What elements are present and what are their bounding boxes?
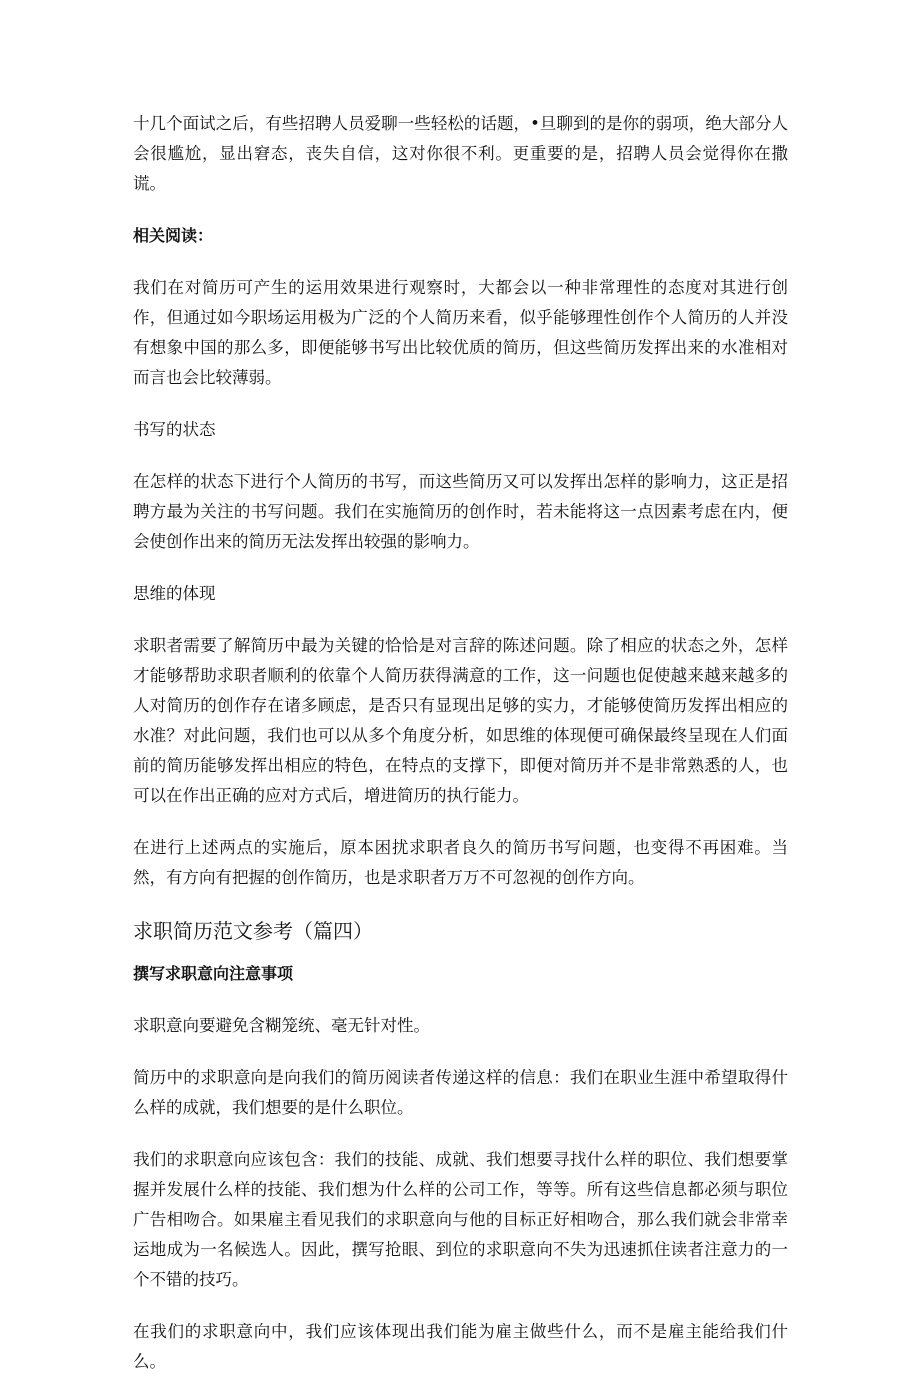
paragraph-intention-content: 我们的求职意向应该包含：我们的技能、成就、我们想要寻找什么样的职位、我们想要掌握并发展什么样的技能、我们想为什么样的公司工作，等等。所有这些信息都必须与职位广告相吻合。如果雇主看见我们的求职意向与他的目标正好相吻合，那么我们就会非常幸运地成为一名候选人。因此，撰写抢眼、到位的求职意向不失为迅速抓住读者注意力的一个不错的技巧。 [133, 1150, 788, 1289]
paragraph-writing-state: 在怎样的状态下进行个人简历的书写，而这些简历又可以发挥出怎样的影响力，这正是招聘方最为关注的书写问题。我们在实施简历的创作时，若未能将这一点因素考虑在内，便会使创作出来的简历无法发挥出较强的影响力。 [133, 472, 788, 551]
section-label-writing-state: 书写的状态 [133, 420, 216, 439]
section-heading-part-four: 求职简历范文参考（篇四） [133, 919, 373, 943]
paragraph-resume-observation: 我们在对简历可产生的运用效果进行观察时，大都会以一种非常理性的态度对其进行创作，但通过如今职场运用极为广泛的个人简历来看，似乎能够理性创作个人简历的人并没有想象中国的那么多，即便能够书写出比较优质的简历，但这些简历发挥出来的水准相对而言也会比较薄弱。 [133, 278, 788, 387]
paragraph-employer-focus: 在我们的求职意向中，我们应该体现出我们能为雇主做些什么，而不是雇主能给我们什么。 [133, 1322, 788, 1371]
subheading-job-intention: 撰写求职意向注意事项 [133, 964, 294, 983]
related-reading-label: 相关阅读： [133, 226, 214, 245]
paragraph-conclusion: 在进行上述两点的实施后，原本困扰求职者良久的简历书写问题，也变得不再困难。当然，有方向有把握的创作简历，也是求职者万万不可忽视的创作方向。 [133, 838, 788, 887]
paragraph-intention-message: 简历中的求职意向是向我们的简历阅读者传递这样的信息：我们在职业生涯中希望取得什么样的成就，我们想要的是什么职位。 [133, 1068, 788, 1117]
paragraph-thinking: 求职者需要了解简历中最为关键的恰恰是对言辞的陈述问题。除了相应的状态之外，怎样才能够帮助求职者顺利的依靠个人简历获得满意的工作，这一问题也促使越来越来越多的人对简历的创作存在诸多顾虑，是否只有显现出足够的实力，才能够使简历发挥出相应的水准？对此问题，我们也可以从多个角度分析，如思维的体现便可确保最终呈现在人们面前的简历能够发挥出相应的特色，在特点的支撑下，即便对简历并不是非常熟悉的人，也可以在作出正确的应对方式后，增进简历的执行能力。 [133, 636, 788, 805]
paragraph-interview-intro: 十几个面试之后，有些招聘人员爱聊一些轻松的话题，•旦聊到的是你的弱项，绝大部分人会很尴尬，显出窘态，丧失自信，这对你很不利。更重要的是，招聘人员会觉得你在撒谎。 [133, 114, 788, 193]
section-label-thinking: 思维的体现 [133, 584, 216, 603]
document-page [133, 109, 788, 1399]
paragraph-avoid-vague: 求职意向要避免含糊笼统、毫无针对性。 [133, 1016, 430, 1035]
